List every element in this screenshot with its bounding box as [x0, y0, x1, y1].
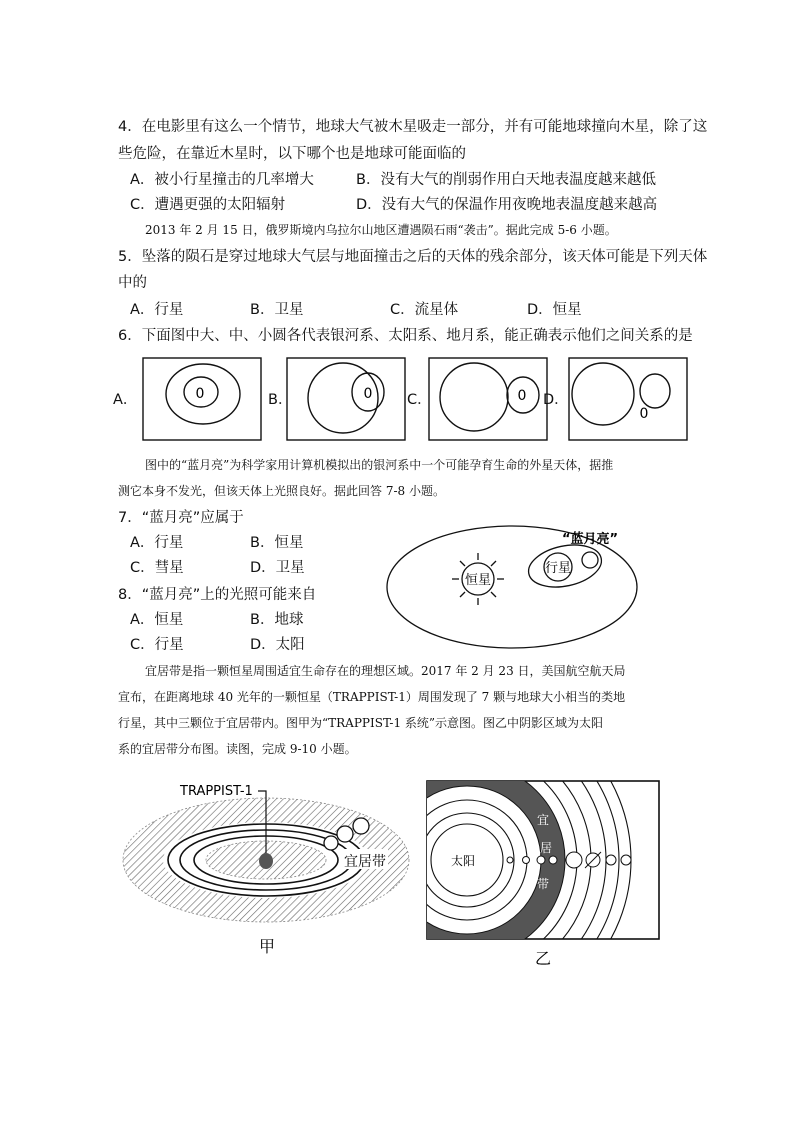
- sun-label: 太阳: [450, 854, 476, 868]
- q5-stem-line1: 5．坠落的陨石是穿过地球大气层与地面撞击之后的天体的残余部分，该天体可能是下列天体: [118, 249, 708, 265]
- q5-option-a[interactable]: A．行星: [130, 302, 184, 318]
- q4-option-c[interactable]: C．遭遇更强的太阳辐射: [130, 197, 286, 213]
- planet-label: 行星: [544, 561, 572, 576]
- q5-option-d[interactable]: D．恒星: [527, 302, 582, 318]
- q7-option-b[interactable]: B．恒星: [250, 535, 304, 551]
- planet-4: [549, 856, 557, 864]
- passage-9-10-line4: 系的宜居带分布图。读图，完成 9-10 小题。: [118, 742, 357, 756]
- passage-9-10-line2: 宣布，在距离地球 40 光年的一颗恒星（TRAPPIST-1）周围发现了 7 颗与地球大小相当的类地: [118, 690, 626, 704]
- habitable-char-1: 宜: [536, 813, 550, 827]
- q6-label-a[interactable]: A．: [113, 392, 138, 408]
- habitable-char-3: 带: [536, 877, 550, 891]
- q4-stem-line2: 些危险，在靠近木星时，以下哪个也是地球可能面临的: [118, 146, 466, 162]
- q8-option-b[interactable]: B．地球: [250, 612, 304, 628]
- planet-2: [523, 857, 530, 864]
- q8-option-d[interactable]: D．太阳: [250, 637, 305, 653]
- q8-option-c[interactable]: C．行星: [130, 637, 184, 653]
- q4-option-b[interactable]: B．没有大气的削弱作用白天地表温度越来越低: [356, 172, 656, 188]
- passage-9-10-line3: 行星，其中三颗位于宜居带内。图甲为“TRAPPIST-1 系统”示意图。图乙中阴影区域为太阳: [118, 716, 604, 730]
- q5-stem-line2: 中的: [118, 275, 147, 291]
- q7-option-c[interactable]: C．彗星: [130, 560, 184, 576]
- planet-3: [537, 856, 545, 864]
- planet-5: [566, 852, 582, 868]
- planet-8: [621, 855, 631, 865]
- q8-option-a[interactable]: A．恒星: [130, 612, 184, 628]
- passage-9-10-line1: 宜居带是指一颗恒星周围适宜生命存在的理想区域。2017 年 2 月 23 日，美国航空航天局: [145, 664, 626, 678]
- caption-jia: 甲: [258, 937, 276, 956]
- passage-7-8-line1: 图中的“蓝月亮”为科学家用计算机模拟出的银河系中一个可能孕育生命的外星天体，据推: [145, 458, 614, 472]
- blue-moon-label: “蓝月亮”: [561, 532, 619, 547]
- q7-option-a[interactable]: A．行星: [130, 535, 184, 551]
- q7-stem: 7．“蓝月亮”应属于: [118, 510, 244, 526]
- q7-option-d[interactable]: D．卫星: [250, 560, 305, 576]
- q6-stem: 6．下面图中大、中、小圆各代表银河系、太阳系、地月系，能正确表示他们之间关系的是: [118, 328, 693, 344]
- q4-option-d[interactable]: D．没有大气的保温作用夜晚地表温度越来越高: [356, 197, 658, 213]
- q8-stem: 8．“蓝月亮”上的光照可能来自: [118, 587, 317, 603]
- q5-option-c[interactable]: C．流星体: [390, 302, 459, 318]
- passage-5-6: 2013 年 2 月 15 日，俄罗斯境内乌拉尔山地区遭遇陨石雨“袭击”。据此完成 5-6 小题。: [145, 223, 617, 237]
- habitable-zone-label: 宜居带: [344, 854, 386, 870]
- q6-label-c[interactable]: C．: [407, 392, 432, 408]
- habitable-char-2: 居: [539, 841, 553, 855]
- star-label: 恒星: [464, 573, 492, 588]
- planet-1: [507, 857, 513, 863]
- q6-a-small-circle: 0: [195, 386, 205, 402]
- q6-b-small-circle: 0: [363, 386, 373, 402]
- q5-option-b[interactable]: B．卫星: [250, 302, 304, 318]
- q6-label-b[interactable]: B．: [268, 392, 293, 408]
- q4-stem-line1: 4．在电影里有这么一个情节，地球大气被木星吸走一部分，并有可能地球撞向木星，除了这: [118, 119, 708, 135]
- passage-7-8-line2: 测它本身不发光，但该天体上光照良好。据此回答 7-8 小题。: [118, 484, 445, 498]
- q6-c-small-circle: 0: [517, 388, 527, 404]
- caption-yi: 乙: [534, 949, 552, 968]
- q4-option-a[interactable]: A．被小行星撞击的几率增大: [130, 172, 314, 188]
- trappist-label: TRAPPIST-1: [180, 784, 253, 799]
- q6-d-small-circle: 0: [639, 406, 649, 422]
- q6-label-d[interactable]: D．: [543, 392, 569, 408]
- planet-7: [606, 855, 616, 865]
